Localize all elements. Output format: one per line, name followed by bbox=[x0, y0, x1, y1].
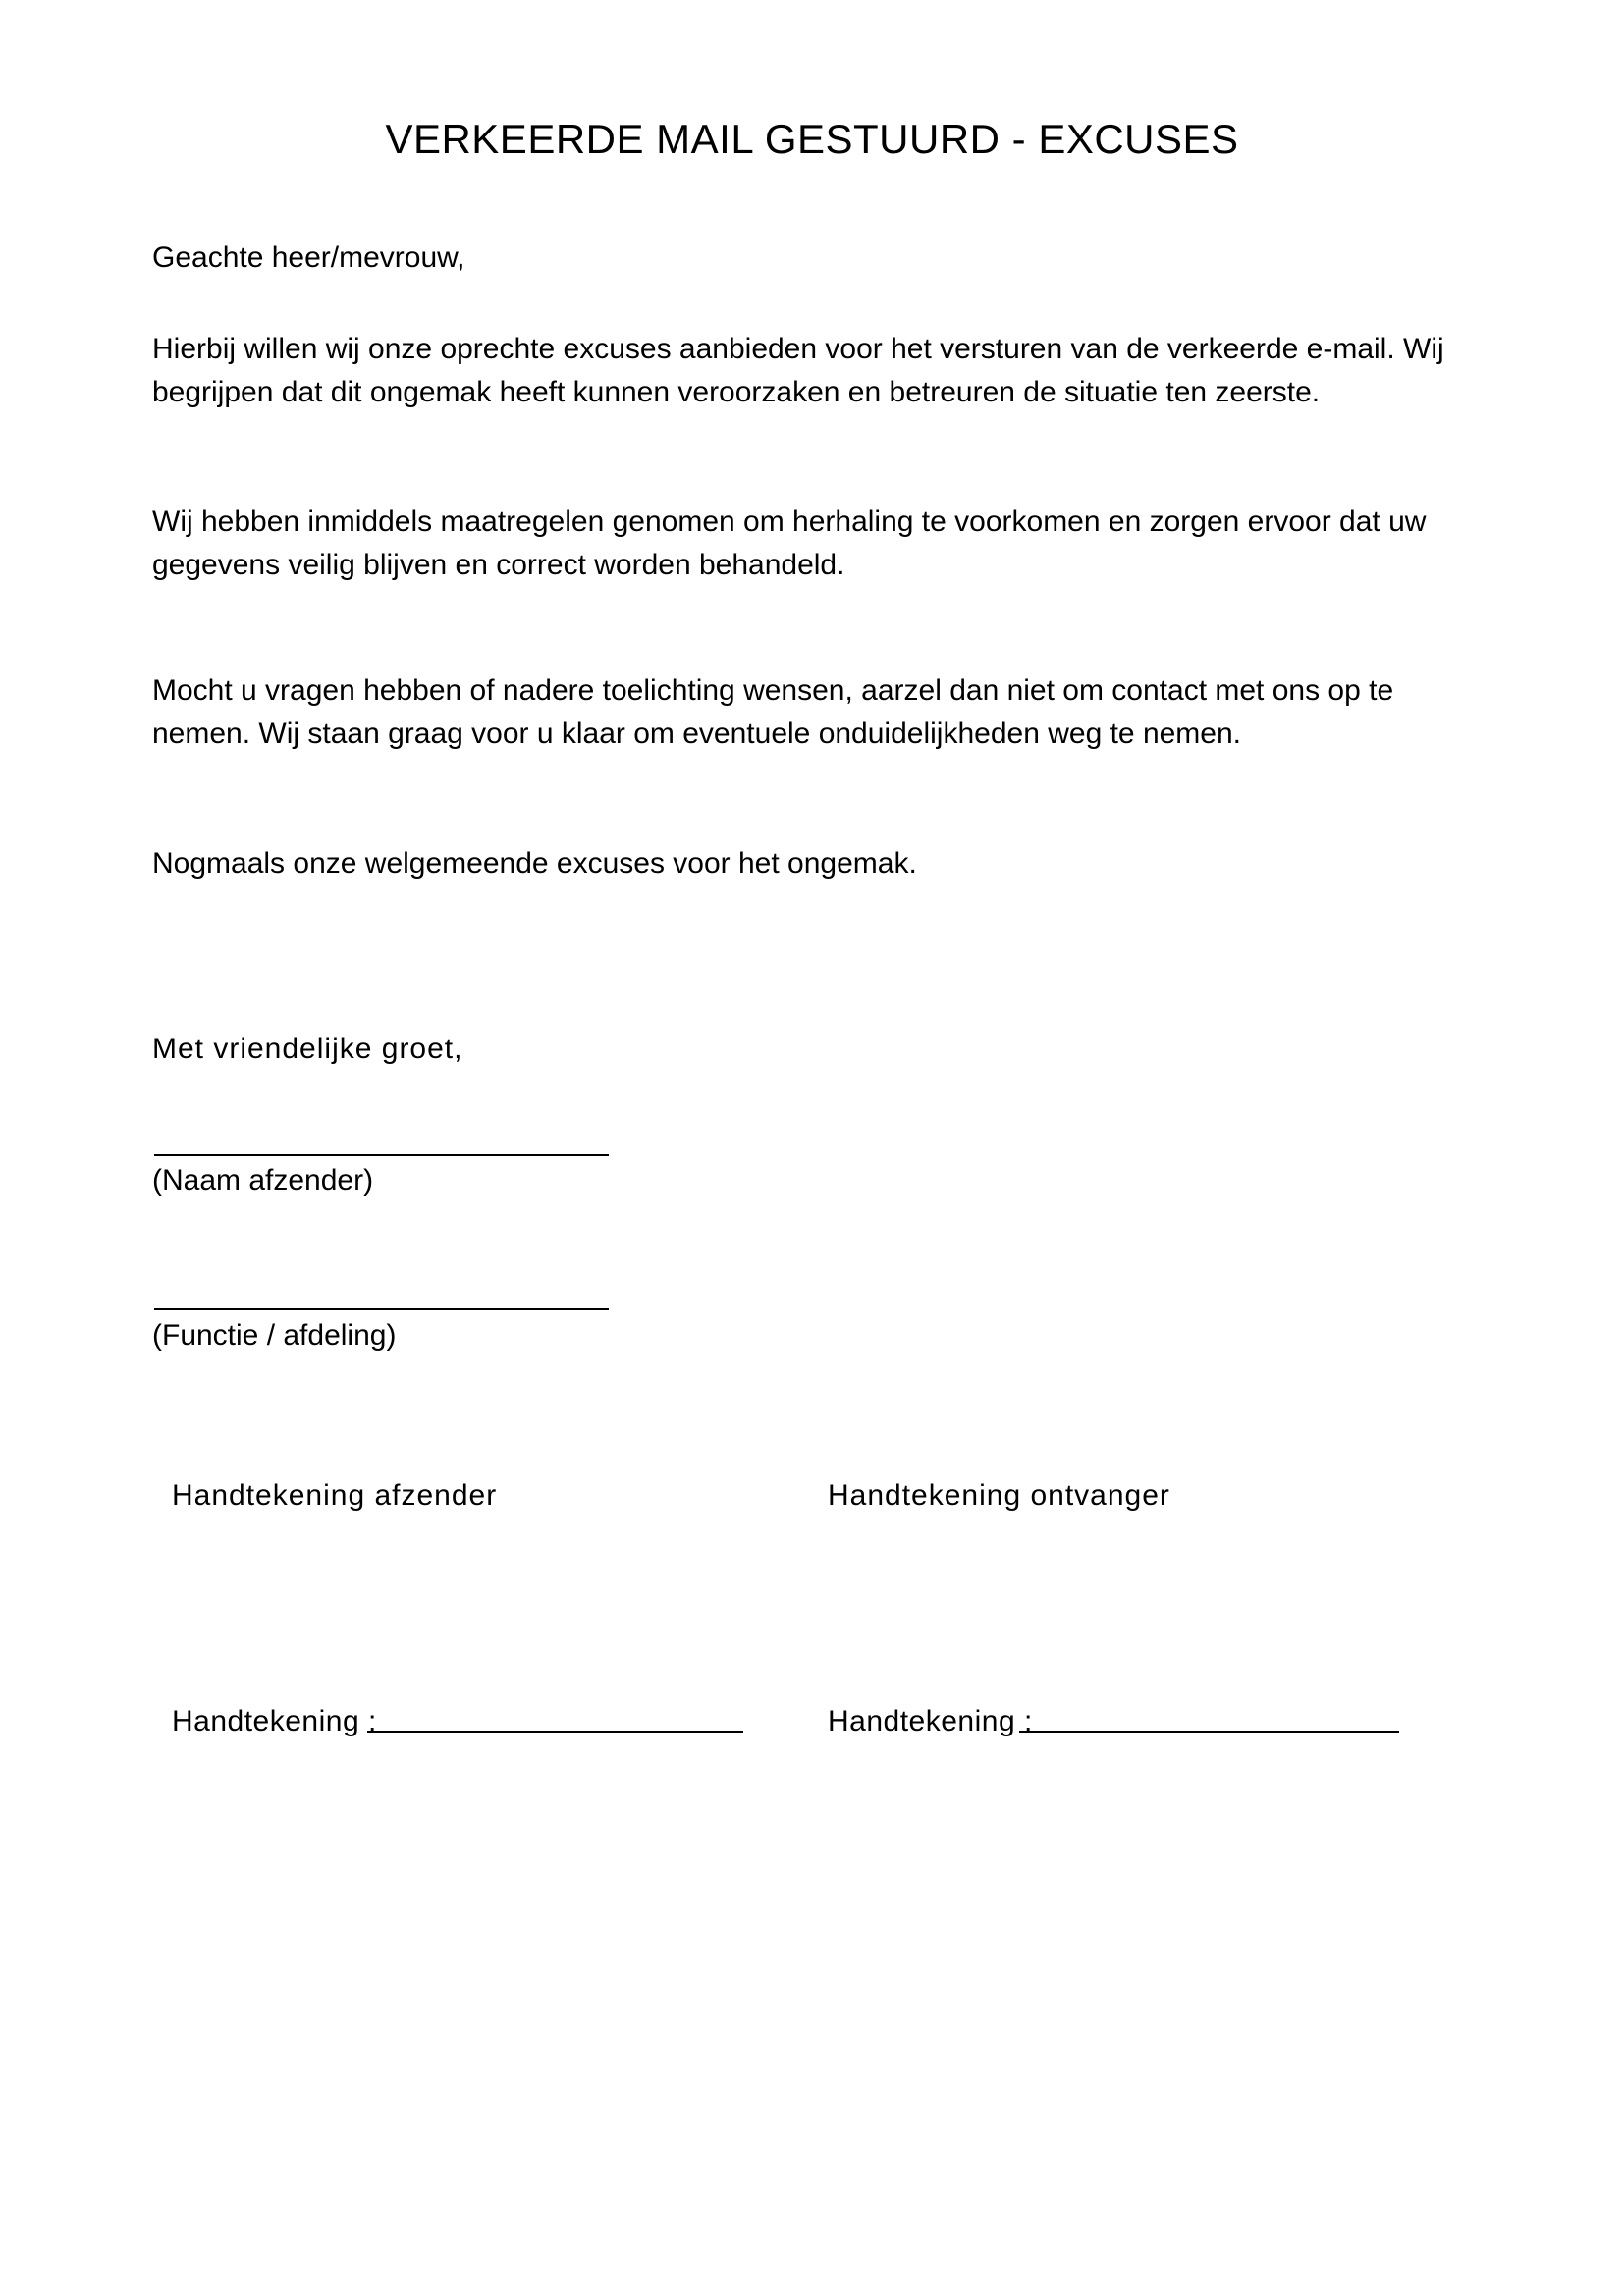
sender-function-label: (Functie / afdeling) bbox=[152, 1319, 397, 1352]
paragraph-apology: Hierbij willen wij onze oprechte excuses aanbieden voor het versturen van de verkeerde e-mail. Wij begrijpen dat dit ongemak heeft kunnen veroorzaken en betreuren de situatie ten zeerste. bbox=[152, 333, 1444, 408]
salutation: Geachte heer/mevrouw, bbox=[152, 241, 465, 274]
sender-name-line bbox=[154, 1154, 609, 1156]
paragraph-measures: Wij hebben inmiddels maatregelen genomen om herhaling te voorkomen en zorgen ervoor dat uw gegevens veilig blijven en correct worden behandeld. bbox=[152, 506, 1427, 581]
signature-header-sender: Handtekening afzender bbox=[172, 1479, 498, 1512]
signature-label-sender: Handtekening : bbox=[172, 1705, 377, 1737]
sender-function-line bbox=[154, 1308, 609, 1310]
paragraph-contact: Mocht u vragen hebben of nadere toelichting wensen, aarzel dan niet om contact met ons op te nemen. Wij staan graag voor u klaar om eventuele onduidelijkheden weg te nemen. bbox=[152, 674, 1394, 750]
signature-line-receiver bbox=[1019, 1731, 1399, 1733]
signature-label-receiver: Handtekening : bbox=[828, 1705, 1033, 1737]
closing-greeting: Met vriendelijke groet, bbox=[152, 1033, 463, 1065]
document-title: VERKEERDE MAIL GESTUURD - EXCUSES bbox=[385, 116, 1239, 162]
sender-name-label: (Naam afzender) bbox=[152, 1164, 374, 1197]
signature-line-sender bbox=[367, 1731, 743, 1733]
signature-header-receiver: Handtekening ontvanger bbox=[828, 1479, 1170, 1512]
paragraph-closing-apology: Nogmaals onze welgemeende excuses voor het ongemak. bbox=[152, 847, 917, 880]
